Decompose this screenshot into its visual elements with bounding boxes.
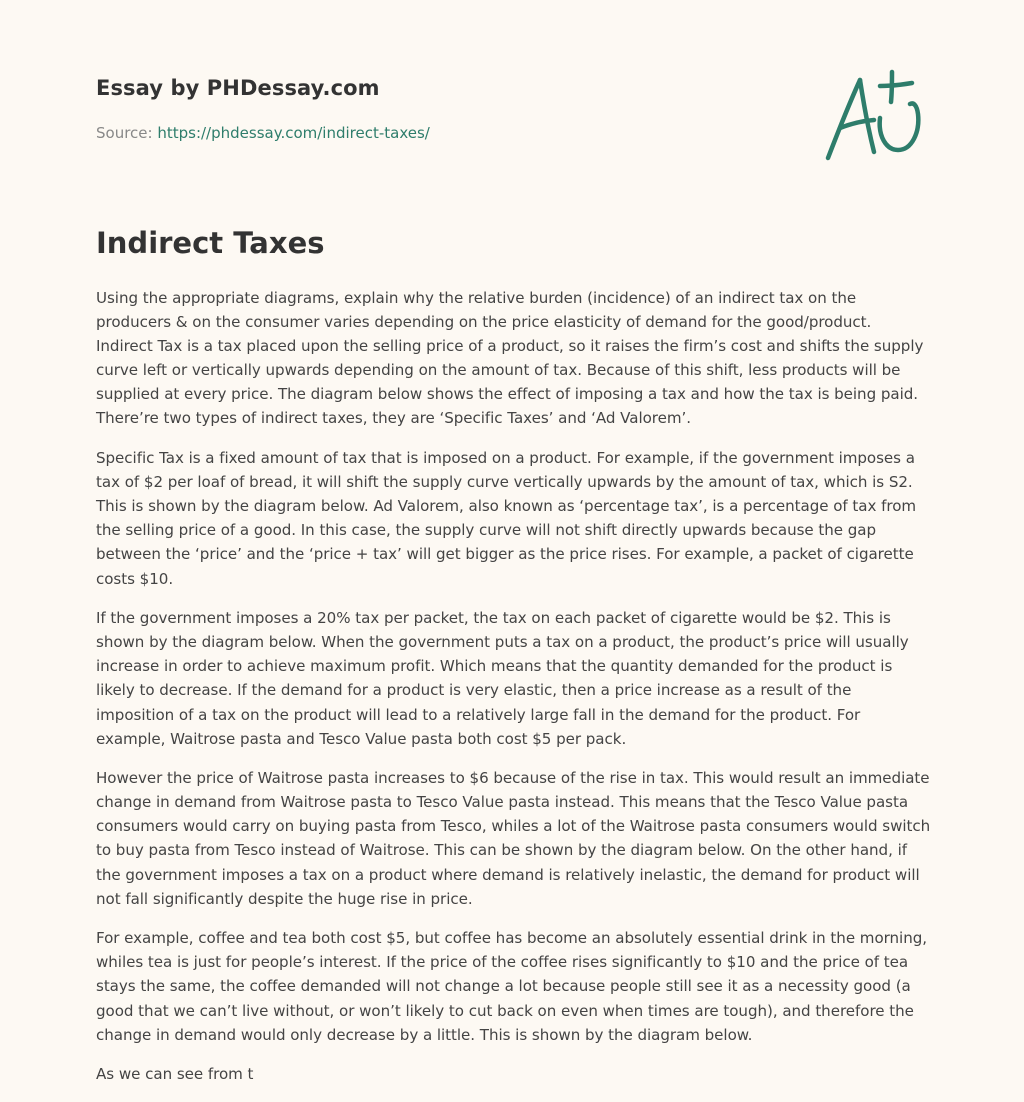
- essay-paragraph: If the government imposes a 20% tax per packet, the tax on each packet of cigarette would be $2. This is shown by the diagram below. When the government puts a tax on a product, the product’s price will usually increase in order to achieve maximum profit. Which means that the quantity demanded for the product is likely to decrease. If the demand for a product is very elastic, then a price increase as a result of the imposition of a tax on the product will lead to a relatively large fall in the demand for the product. For example, Waitrose pasta and Tesco Value pasta both cost $5 per pack.: [96, 609, 909, 748]
- source-label: Source:: [96, 124, 158, 142]
- essay-paragraph: Specific Tax is a fixed amount of tax that is imposed on a product. For example, if the government imposes a tax of $2 per loaf of bread, it will shift the supply curve vertically upwards by the amount of tax, which is S2. This is shown by the diagram below. Ad Valorem, also known as ‘percentage tax’, is a percentage of tax from the selling price of a good. In this case, the supply curve will not shift directly upwards because the gap between the ‘price’ and the ‘price + tax’ will get bigger as the price rises. For example, a packet of cigarette costs $10.: [96, 449, 917, 588]
- essay-paragraph: For example, coffee and tea both cost $5, but coffee has become an absolutely essential drink in the morning, whiles tea is just for people’s interest. If the price of the coffee rises significantly to $10 and the price of tea stays the same, the coffee demanded will not change a lot because people still see it as a necessity good (a good that we can’t live without, or won’t likely to cut back on even when times are tough), and therefore the change in demand would only decrease by a little. This is shown by the diagram below.: [96, 929, 927, 1044]
- essay-body: [96, 286, 932, 1102]
- site-brand: Essay by PHDessay.com: [96, 76, 380, 100]
- source-line: [96, 124, 430, 142]
- essay-paragraph: Using the appropriate diagrams, explain why the relative burden (incidence) of an indirect tax on the producers & on the consumer varies depending on the price elasticity of demand for the good/product. Indirect Tax is a tax placed upon the selling price of a product, so it raises the firm’s cost and shifts the supply curve left or vertically upwards depending on the amount of tax. Because of this shift, less products will be supplied at every price. The diagram below shows the effect of imposing a tax and how the tax is being paid. There’re two types of indirect taxes, they are ‘Specific Taxes’ and ‘Ad Valorem’.: [96, 289, 924, 428]
- essay-title: Indirect Taxes: [96, 226, 325, 260]
- essay-paragraph: As we can see from t: [96, 1065, 254, 1084]
- source-link[interactable]: https://phdessay.com/indirect-taxes/: [157, 124, 430, 142]
- a-plus-logo-icon: [822, 66, 930, 166]
- essay-paragraph: However the price of Waitrose pasta increases to $6 because of the rise in tax. This would result an immediate change in demand from Waitrose pasta to Tesco Value pasta instead. This means that the Tesco Value pasta consumers would carry on buying pasta from Tesco, whiles a lot of the Waitrose pasta consumers would switch to buy pasta from Tesco instead of Waitrose. This can be shown by the diagram below. On the other hand, if the government imposes a tax on a product where demand is relatively inelastic, the demand for product will not fall significantly despite the huge rise in price.: [96, 769, 931, 908]
